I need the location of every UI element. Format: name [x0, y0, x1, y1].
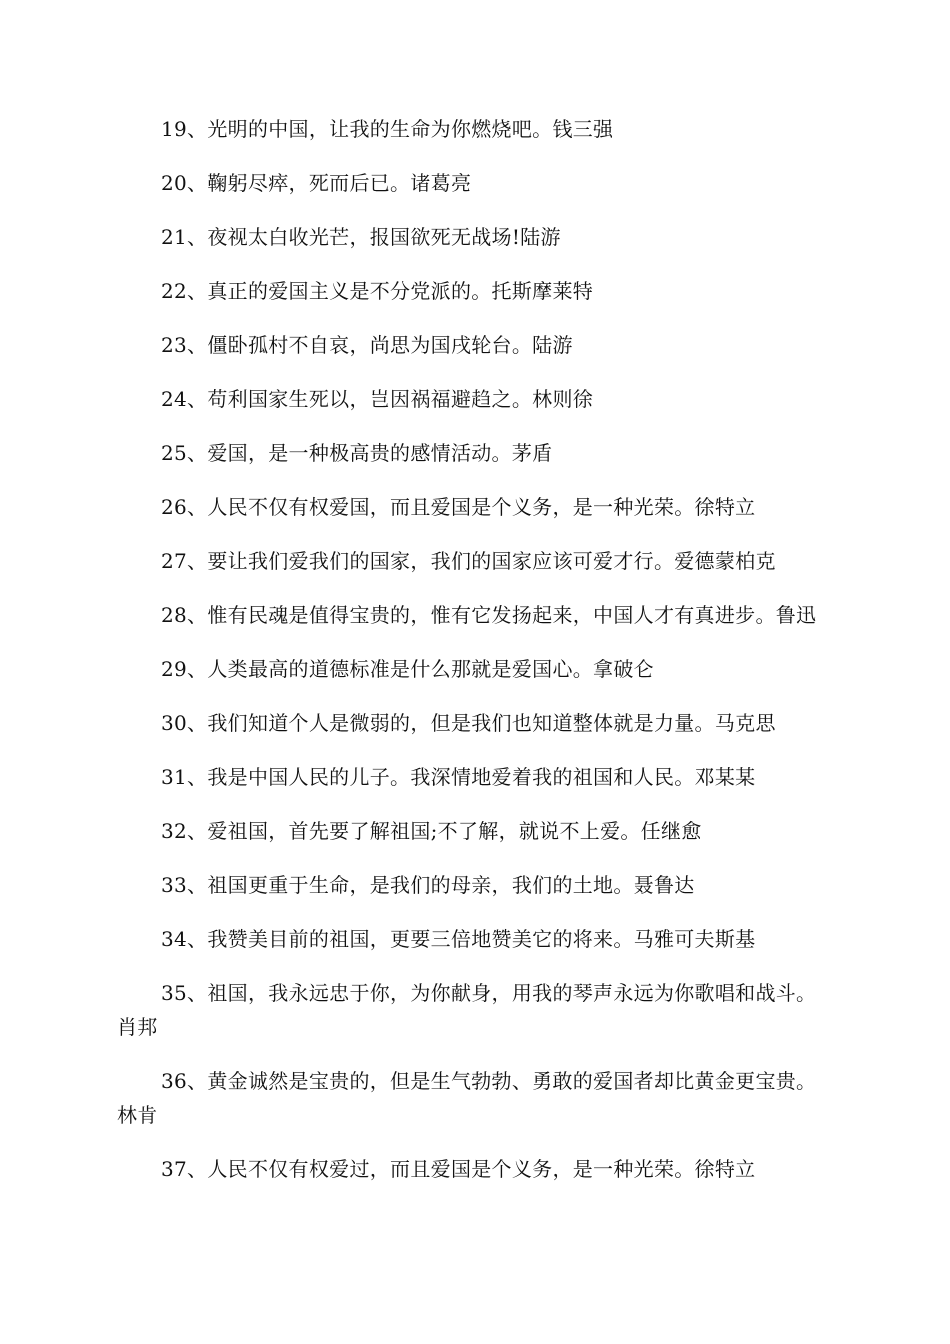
quote-paragraph: 30、我们知道个人是微弱的，但是我们也知道整体就是力量。马克思	[161, 711, 776, 735]
quote-paragraph: 26、人民不仅有权爱国，而且爱国是个义务，是一种光荣。徐特立	[161, 495, 756, 519]
quote-paragraph: 22、真正的爱国主义是不分党派的。托斯摩莱特	[161, 279, 594, 303]
quote-paragraph: 23、僵卧孤村不自哀，尚思为国戌轮台。陆游	[161, 333, 573, 357]
quote-paragraph: 19、光明的中国，让我的生命为你燃烧吧。钱三强	[161, 117, 614, 141]
quote-paragraph: 24、苟利国家生死以，岂因祸福避趋之。林则徐	[161, 387, 594, 411]
quote-paragraph: 29、人类最高的道德标准是什么那就是爱国心。拿破仑	[161, 657, 654, 681]
quote-paragraph: 36、黄金诚然是宝贵的，但是生气勃勃、勇敢的爱国者却比黄金更宝贵。林肯	[117, 1069, 817, 1127]
quote-paragraph: 25、爱国，是一种极高贵的感情活动。茅盾	[161, 441, 553, 465]
quote-paragraph: 32、爱祖国，首先要了解祖国;不了解，就说不上爱。任继愈	[161, 819, 702, 843]
quote-paragraph: 20、鞠躬尽瘁，死而后已。诸葛亮	[161, 171, 472, 195]
quote-paragraph: 31、我是中国人民的儿子。我深情地爱着我的祖国和人民。邓某某	[161, 765, 756, 789]
quote-paragraph: 28、惟有民魂是值得宝贵的，惟有它发扬起来，中国人才有真进步。鲁迅	[161, 603, 817, 627]
quote-list	[117, 112, 833, 1206]
quote-paragraph: 34、我赞美目前的祖国，更要三倍地赞美它的将来。马雅可夫斯基	[161, 927, 756, 951]
quote-paragraph: 35、祖国，我永远忠于你，为你献身，用我的琴声永远为你歌唱和战斗。肖邦	[117, 981, 817, 1039]
quote-paragraph: 33、祖国更重于生命，是我们的母亲，我们的土地。聂鲁达	[161, 873, 695, 897]
quote-paragraph: 27、要让我们爱我们的国家，我们的国家应该可爱才行。爱德蒙柏克	[161, 549, 776, 573]
quote-paragraph: 37、人民不仅有权爱过，而且爱国是个义务，是一种光荣。徐特立	[161, 1157, 756, 1181]
quote-paragraph: 21、夜视太白收光芒，报国欲死无战场!陆游	[161, 225, 561, 249]
